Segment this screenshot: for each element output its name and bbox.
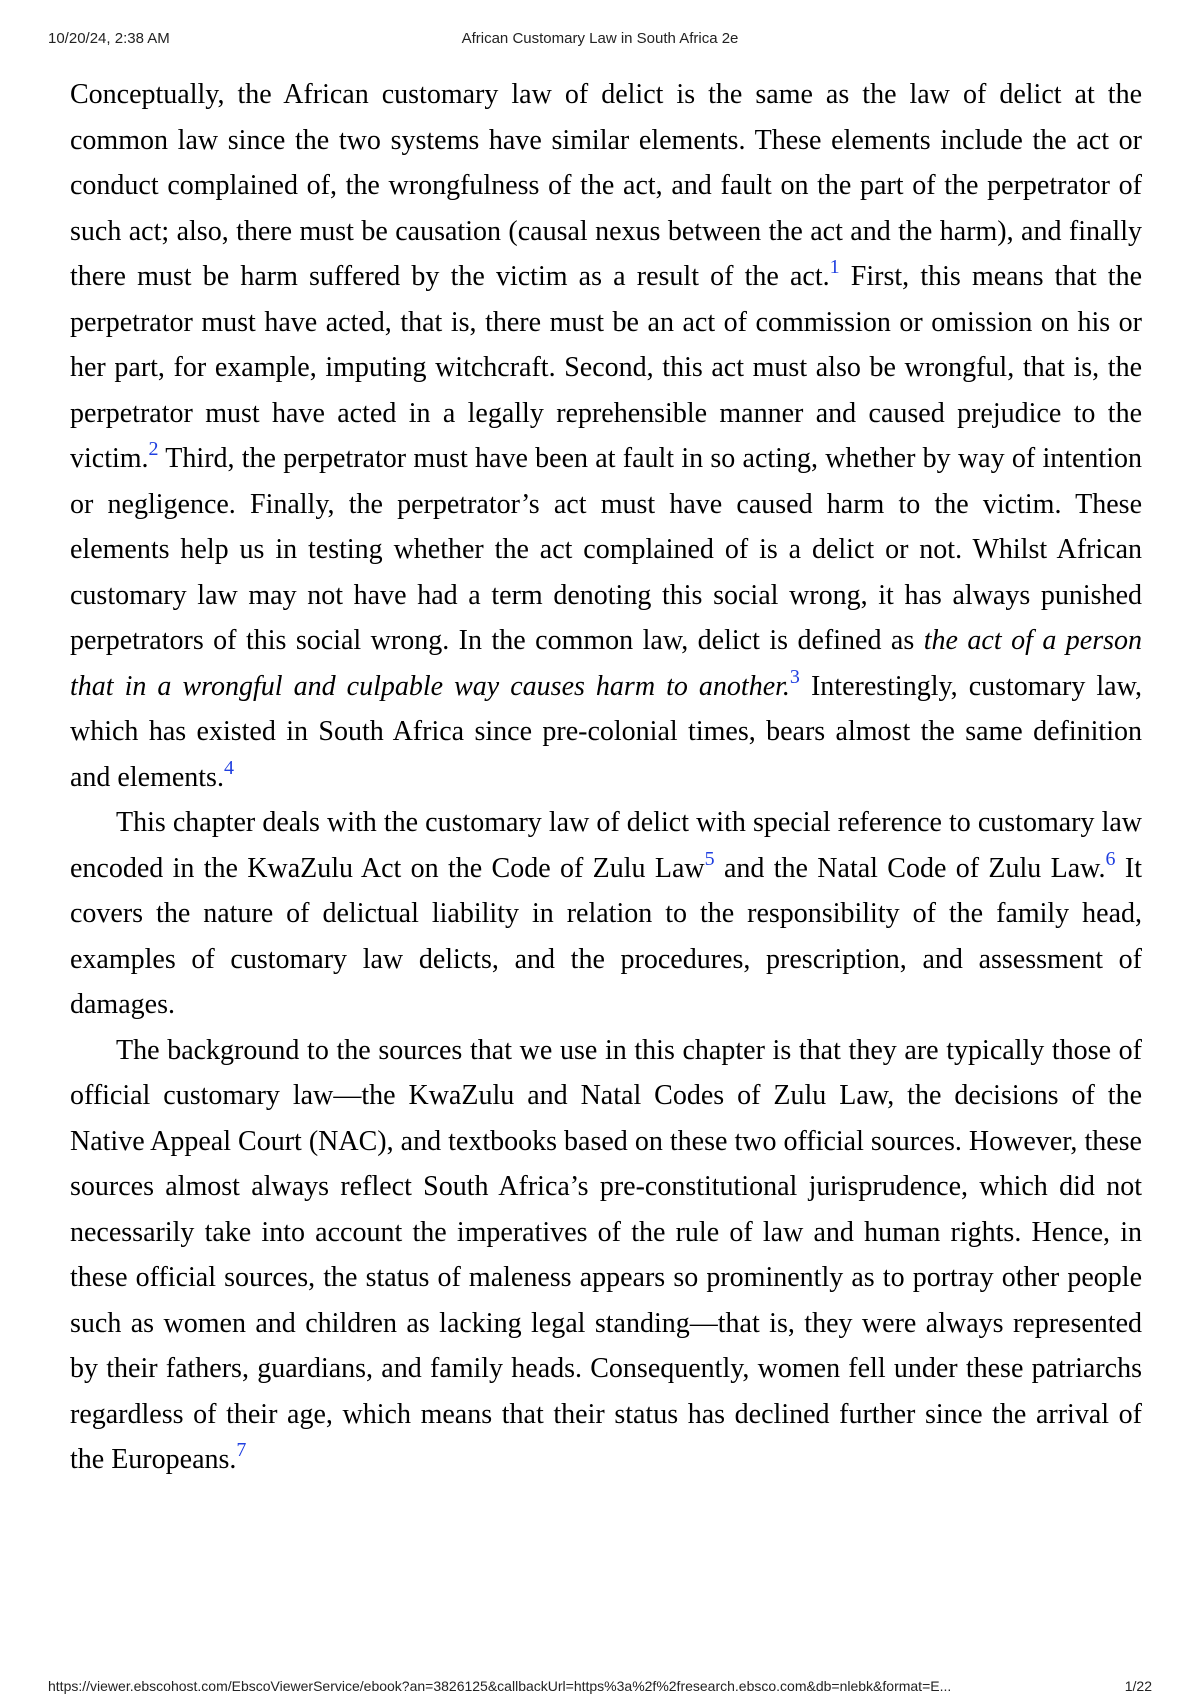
- paragraph-1: [70, 72, 1142, 800]
- print-datetime: 10/20/24, 2:38 AM: [48, 30, 170, 47]
- paragraph-text: First, this means that the perpetrator must have acted, that is, there must be an act of commission or omission on his or her part, for example, imputing witchcraft. Second, this act must also be wrongful, that is, the perpetrator must have acted in a legally reprehensible manner and caused prejudice to the victim.: [70, 261, 1143, 474]
- page-number: 1/22: [1124, 1678, 1152, 1694]
- paragraph-text: Interestingly, customary law, which has existed in South Africa since pre-colonial times, bears almost the same definition and elements.: [70, 670, 1142, 793]
- document-body: [70, 72, 1142, 1483]
- paragraph-text: Conceptually, the African customary law of delict is the same as the law of delict at the common law since the two systems have similar elements. These elements include the act or conduct complained of, the wrongfulness of the act, and fault on the part of the perpetrator of such act; also, there must be causation (causal nexus between the act and the harm), and finally there must be harm suffered by the victim as a result of the act.: [70, 79, 1142, 292]
- paragraph-text: and the Natal Code of Zulu Law.: [714, 852, 1106, 884]
- footnote-link-7[interactable]: 7: [236, 1439, 247, 1461]
- paragraph-text: This chapter deals with the customary law of delict with special reference to customary law encoded in the KwaZulu Act on the Code of Zulu Law: [70, 807, 1142, 884]
- footnote-link-2[interactable]: 2: [148, 438, 159, 460]
- footnote-link-4[interactable]: 4: [223, 756, 234, 779]
- paragraph-text: The background to the sources that we use in this chapter is that they are typically those of official customary law—the KwaZulu and Natal Codes of Zulu Law, the decisions of the Native Appeal Court (NAC), and textbooks based on these two official sources. However, these sources almost always reflect South Africa’s pre-constitutional jurisprudence, which did not necessarily take into account the imperatives of the rule of law and human rights. Hence, in these official sources, the status of maleness appears so prominently as to portray other people such as women and children as lacking legal standing—that is, they were always represented by their fathers, guardians, and family heads. Consequently, women fell under these patriarchs regardless of their age, which means that their status has declined further since the arrival of the Europeans.: [70, 1034, 1142, 1475]
- print-url: https://viewer.ebscohost.com/EbscoViewerService/ebook?an=3826125&callbackUrl=https%3a%2f%2fresearch.ebsco.com&db=nlebk&format=E...: [48, 1678, 952, 1694]
- paragraph-2: [70, 800, 1142, 1028]
- footnote-link-3[interactable]: 3: [789, 665, 800, 688]
- paragraph-text: Third, the perpetrator must have been at fault in so acting, whether by way of intention or negligence. Finally, the perpetrator’s act must have caused harm to the victim. These elements help us in testing whether the act complained of is a delict or not. Whilst African customary law may not have had a term denoting this social wrong, it has always punished perpetrators of this social wrong. In the common law, delict is defined as: [70, 443, 1142, 656]
- footnote-link-6[interactable]: 6: [1105, 847, 1116, 870]
- print-header: [0, 30, 1200, 52]
- delict-definition: the act of a person that in a wrongful and culpable way causes harm to another.: [70, 625, 1143, 702]
- paragraph-text: It covers the nature of delictual liability in relation to the responsibility of the family head, examples of customary law delicts, and the procedures, prescription, and assessment of damages.: [70, 852, 1142, 1020]
- print-title: African Customary Law in South Africa 2e: [461, 30, 739, 47]
- paragraph-3: [70, 1028, 1142, 1483]
- footnote-link-5[interactable]: 5: [704, 847, 715, 870]
- footnote-link-1[interactable]: 1: [829, 256, 840, 278]
- print-footer: [0, 1678, 1200, 1698]
